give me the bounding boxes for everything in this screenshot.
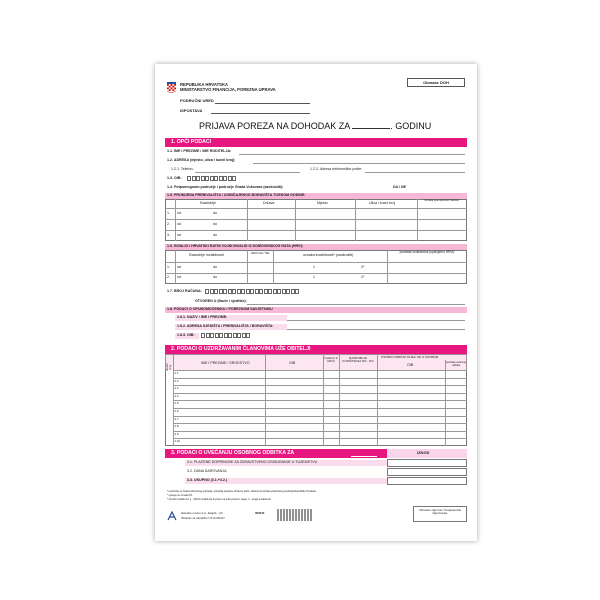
f15-row2-from[interactable]: od	[177, 222, 181, 226]
f15-row1-to[interactable]: do	[213, 211, 217, 215]
s2-row-6: 2.6.	[174, 409, 180, 413]
tax-form-page	[155, 64, 477, 541]
regional-office-line[interactable]	[215, 103, 310, 104]
f16-row2-from[interactable]: od	[177, 275, 181, 279]
form-number: 090640	[255, 511, 265, 515]
s2-row-9: 2.9.	[174, 431, 180, 436]
f16-col-percent: postotak invalidnosti (upisujemo HRVI)	[399, 250, 455, 254]
agent-oib-boxes[interactable]	[201, 333, 251, 338]
f15-col-street: Ulica i kućni broj	[369, 201, 396, 205]
f16-row2-to[interactable]: do	[213, 275, 217, 279]
branch-line[interactable]	[211, 113, 310, 114]
f15-col-period: Razdoblje	[200, 201, 216, 205]
f15-row2-to[interactable]: do	[213, 222, 217, 226]
title-right: . GODINU	[390, 121, 432, 131]
s2-row-2: 2.2.	[174, 378, 180, 383]
regional-office-label: PODRUČNI URED	[180, 98, 214, 103]
f15-col-place: Mjesto	[317, 201, 328, 205]
title-left: PRIJAVA POREZA NA DOHODAK ZA	[199, 121, 350, 131]
f16-row1-mark2[interactable]: 2*	[361, 265, 365, 269]
account-boxes[interactable]	[205, 289, 300, 294]
footnote-2: * upisuje se oznaka P1	[167, 494, 193, 497]
footnote-3: * označi invalidnost: 1 - 100% invalidnost ili pravo na tuđu pomoć i njegu, 2 - druga invalidnost	[167, 498, 271, 501]
s2-col-share: OSOBNI ODBITAK DIJELI SE S OSOBOM	[381, 355, 439, 359]
s3-row3-amount[interactable]	[387, 477, 467, 485]
branch-label: ISPOSTAVA	[180, 108, 203, 113]
f15-row3-from[interactable]: od	[177, 233, 181, 237]
s3-row-2: 3.2. DANA DAROVANJA	[187, 469, 227, 473]
f16-col-hrvi: HRVI DA / NE	[250, 251, 270, 255]
order-ref: Obrazac za narudžbu UT-III-26/317	[181, 516, 225, 520]
f12-label: 1.2. ADRESA (mjesto, ulica i kućni broj):	[167, 158, 236, 162]
f14-label: 1.4. Potpomognuto područje i područje Grada Vukovara (zaokružiti):	[167, 185, 284, 189]
s2-col-invalid: Invalid (I ili HRVI)	[324, 356, 338, 364]
form-title	[199, 122, 431, 132]
f17-open-label: OTVOREN U (Naziv i sjedište):	[195, 299, 247, 303]
s2-row-4: 2.4.	[174, 393, 180, 398]
f16-row1-to[interactable]: do	[213, 265, 217, 269]
s2-row-7: 2.7.	[174, 416, 180, 421]
f16-row1-num: 1.	[167, 265, 170, 269]
section2-header	[165, 345, 467, 354]
s3-row2-amount[interactable]	[387, 468, 467, 476]
section2-title: 2. PODACI O UZDRŽAVANIM ČLANOVIMA UŽE OBITELJI	[171, 346, 311, 352]
section1-header	[165, 138, 467, 147]
f15-row2-num: 2.	[167, 222, 170, 226]
f183-label: 1.8.3. OIB:	[177, 333, 195, 337]
f15-row3-num: 3.	[167, 233, 170, 237]
f11-input[interactable]	[239, 154, 465, 155]
f17-open-input[interactable]	[247, 304, 465, 305]
s2-col-percent: postotak osobnog odbitka	[446, 361, 466, 367]
f16-label: 1.6. INVALID I HRVATSKI RATNI VOJNI INVALID IZ DOMOVINSKOG RATA (HRVI)	[167, 244, 303, 248]
f12-input[interactable]	[253, 163, 465, 164]
stamp-box[interactable]	[413, 506, 467, 522]
year-field[interactable]	[352, 122, 390, 129]
s2-row-1: 2.1.	[174, 371, 180, 375]
publisher-logo-icon	[167, 511, 177, 521]
f14-options[interactable]: DA / NE	[393, 185, 407, 189]
f13-label: 1.3. OIB:	[167, 176, 182, 180]
oib-boxes[interactable]	[187, 176, 237, 181]
f15-label: 1.5. PROMJENA PREBIVALIŠTA / UOBIČAJENOG BORAVIŠTA TIJEKOM GODINE:	[167, 193, 306, 197]
coat-of-arms-icon	[167, 82, 176, 93]
ministry-label: MINISTARSTVO FINANCIJA, POREZNA UPRAVA	[180, 87, 276, 92]
section1-title: 1. OPĆI PODACI	[171, 139, 212, 145]
f15-col-country: Država	[263, 201, 275, 205]
s2-row-10: 2.10.	[174, 439, 181, 444]
f15-col-area: Oznaka područja (Ext Tablica)*	[424, 199, 460, 202]
section3-title: 3. PODACI O UVEĆANJU OSOBNOG ODBITKA ZA	[171, 450, 295, 456]
s2-col-name: IME I PREZIME / SRODSTVO	[201, 361, 250, 365]
form-code-box	[407, 78, 465, 87]
f181-input[interactable]	[287, 320, 465, 321]
f181-label: 1.8.1. NAZIV / IME I PREZIME:	[177, 315, 228, 319]
f16-col-mark: oznaka invalidnosti* (zaokružiti)	[303, 253, 354, 257]
f15-row1-num: 1.	[167, 211, 170, 215]
f16-row1-from[interactable]: od	[177, 265, 181, 269]
s3-row1-amount[interactable]	[387, 459, 467, 467]
section3-year-field[interactable]	[351, 456, 377, 457]
f11-label: 1.1. IME I PREZIME / IME RODITELJA:	[167, 149, 232, 153]
f121-input[interactable]	[195, 172, 300, 173]
s3-row-3: 3.3. UKUPNO (3.1.+3.2.)	[187, 478, 228, 482]
s3-row-1: 3.1. PLAĆENE DOPRINOSE ZA ZDRAVSTVENO OSIGURANJE U TUZEMSTVU	[187, 460, 318, 464]
s2-row-5: 2.5.	[174, 401, 180, 406]
f16-row1-mark1[interactable]: 1	[313, 265, 315, 269]
f121-label: 1.2.1. Telefon:	[171, 167, 194, 171]
f182-input[interactable]	[287, 329, 465, 330]
f122-label: 1.2.2. Adresa elektroničke pošte:	[310, 167, 363, 171]
barcode	[277, 509, 313, 521]
publisher: Narodne novine d.d., Zagreb - (3)	[181, 511, 223, 515]
f122-input[interactable]	[365, 172, 465, 173]
amount-header: IZNOS	[417, 450, 430, 455]
f16-row2-num: 2.	[167, 275, 170, 279]
stamp-text: Obrazac zaprimio: Potpis/pečat zaprimanja:	[419, 508, 461, 516]
footnote-1: * podnošte se brojka slobodnog područja, područja posebne državne skrbi, zaštićenog brdsko-planinskog područja Republike Hrvatske	[167, 490, 317, 493]
republic-label: REPUBLIKA HRVATSKA	[180, 82, 229, 87]
f15-row3-to[interactable]: do	[213, 233, 217, 237]
f182-label: 1.8.2. ADRESA SJEDIŠTA / PREBIVALIŠTA / BORAVIŠTA:	[177, 324, 274, 328]
f15-row1-from[interactable]: od	[177, 211, 181, 215]
section2-side-label: Redni broj	[164, 363, 172, 371]
f18-label: 1.8. PODACI O OPUNOMOĆENIKU / POREZNOM SAVJETNIKU	[167, 307, 273, 311]
f16-row2-mark1[interactable]: 1	[313, 275, 315, 279]
form-code: Obrazac DOH	[423, 80, 449, 85]
f17-label: 1.7. BROJ RAČUNA:	[167, 289, 202, 293]
s2-col-period: RAZDOBLJE KORIŠTENJA OD - DO	[342, 356, 374, 364]
s2-col-oib-sub: OIB	[407, 363, 414, 367]
f16-row2-mark2[interactable]: 2*	[361, 275, 365, 279]
s2-row-3: 2.3.	[174, 386, 180, 391]
s2-row-8: 2.8.	[174, 424, 180, 429]
f16-col-period: Razdoblje invalidnosti	[189, 253, 224, 257]
s2-col-oib: OIB	[289, 361, 296, 365]
